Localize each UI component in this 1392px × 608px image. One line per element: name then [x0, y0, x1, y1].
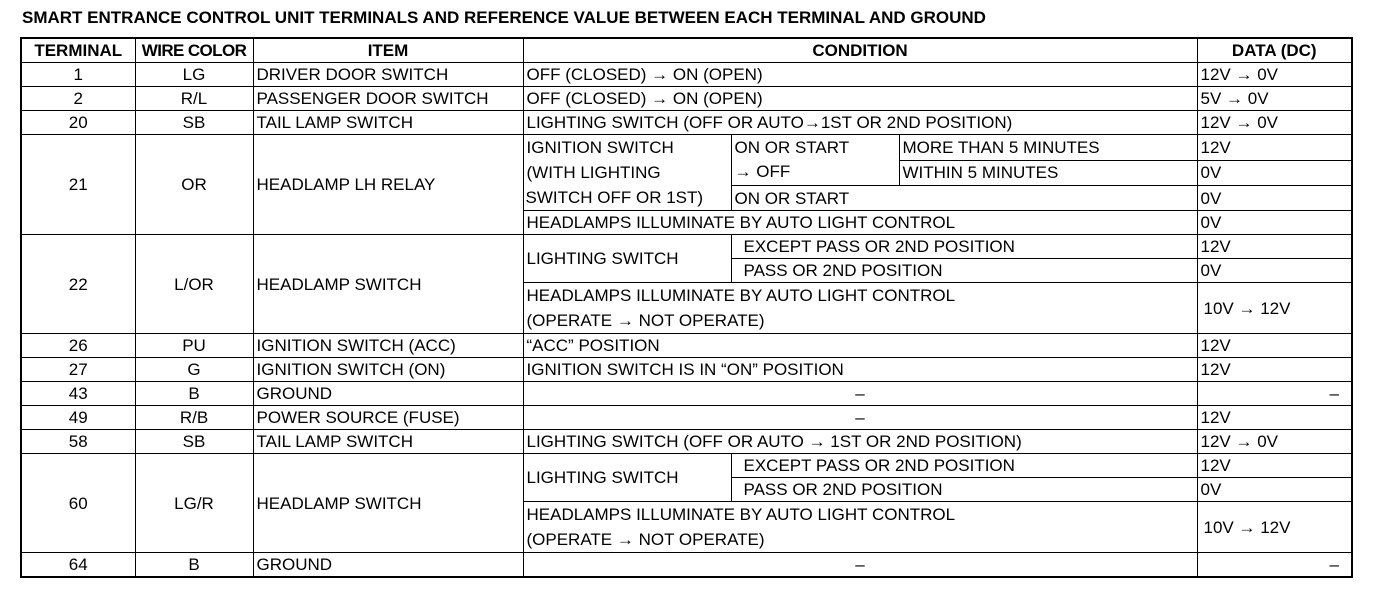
condition-cell: – [523, 382, 1197, 406]
terminal-cell: 1 [21, 63, 135, 87]
ignition-line-2: (WITH LIGHTING [526, 163, 661, 182]
terminal-cell: 60 [21, 454, 135, 553]
data-cell: 10V → 12V [1197, 502, 1352, 553]
table-title: SMART ENTRANCE CONTROL UNIT TERMINALS AND REFERENCE VALUE BETWEEN EACH TERMINAL AND GROUND [22, 8, 986, 27]
data-cell: 0V [1197, 259, 1352, 283]
wire-color-cell: OR [135, 135, 253, 235]
terminal-cell: 64 [21, 553, 135, 578]
table-row [21, 553, 1352, 578]
terminal-cell: 49 [21, 406, 135, 430]
item-cell: TAIL LAMP SWITCH [253, 111, 523, 135]
header-wire-color: WIRE COLOR [135, 38, 253, 63]
data-cell: 12V [1197, 454, 1352, 478]
wire-color-cell: SB [135, 111, 253, 135]
condition-cell: OFF (CLOSED) → ON (OPEN) [523, 87, 1197, 111]
terminal-table [20, 37, 1353, 578]
table-row [21, 135, 1352, 161]
wire-color-cell: G [135, 358, 253, 382]
auto-light-condition: HEADLAMPS ILLUMINATE BY AUTO LIGHT CONTROL [523, 211, 1197, 235]
auto-light-line-1: HEADLAMPS ILLUMINATE BY AUTO LIGHT CONTROL [526, 505, 956, 524]
header-terminal: TERMINAL [21, 38, 135, 63]
on-start-off-condition [731, 135, 899, 186]
except-pass-condition: EXCEPT PASS OR 2ND POSITION [731, 454, 1197, 478]
data-cell: 0V [1197, 160, 1352, 186]
table-row [21, 382, 1352, 406]
item-cell: IGNITION SWITCH (ACC) [253, 334, 523, 358]
header-data: DATA (DC) [1197, 38, 1352, 63]
table-row [21, 235, 1352, 259]
terminal-cell: 2 [21, 87, 135, 111]
condition-cell: LIGHTING SWITCH (OFF OR AUTO → 1ST OR 2ND POSITION) [523, 430, 1197, 454]
header-item: ITEM [253, 38, 523, 63]
item-cell: HEADLAMP LH RELAY [253, 135, 523, 235]
terminal-cell: 43 [21, 382, 135, 406]
auto-light-condition [523, 502, 1197, 553]
wire-color-cell: R/L [135, 87, 253, 111]
data-cell: 12V → 0V [1197, 111, 1352, 135]
wire-color-cell: LG/R [135, 454, 253, 553]
data-cell: 10V → 12V [1197, 283, 1352, 334]
data-cell: 0V [1197, 211, 1352, 235]
within-condition: WITHIN 5 MINUTES [899, 160, 1197, 186]
data-cell: 12V [1197, 334, 1352, 358]
table-row [21, 334, 1352, 358]
header-condition: CONDITION [523, 38, 1197, 63]
data-cell: 0V [1197, 478, 1352, 502]
data-cell: 5V → 0V [1197, 87, 1352, 111]
item-cell: GROUND [253, 382, 523, 406]
condition-cell: – [523, 406, 1197, 430]
table-row [21, 430, 1352, 454]
wire-color-cell: PU [135, 334, 253, 358]
table-row [21, 358, 1352, 382]
auto-light-line-2: (OPERATE → NOT OPERATE) [526, 530, 765, 549]
on-start-line-1: ON OR START [734, 138, 850, 157]
ignition-line-3: SWITCH OFF OR 1ST) [525, 188, 704, 207]
wire-color-cell: L/OR [135, 235, 253, 334]
item-cell: IGNITION SWITCH (ON) [253, 358, 523, 382]
header-row [21, 38, 1352, 63]
terminal-cell: 21 [21, 135, 135, 235]
data-cell: – [1197, 382, 1352, 406]
ignition-line-1: IGNITION SWITCH [526, 138, 674, 157]
condition-cell: LIGHTING SWITCH (OFF OR AUTO→1ST OR 2ND POSITION) [523, 111, 1197, 135]
data-cell: 0V [1197, 186, 1352, 211]
item-cell: POWER SOURCE (FUSE) [253, 406, 523, 430]
data-cell: 12V [1197, 235, 1352, 259]
pass-condition: PASS OR 2ND POSITION [731, 259, 1197, 283]
item-cell: DRIVER DOOR SWITCH [253, 63, 523, 87]
condition-cell: “ACC” POSITION [523, 334, 1197, 358]
table-row [21, 63, 1352, 87]
data-cell: 12V [1197, 358, 1352, 382]
terminal-cell: 26 [21, 334, 135, 358]
wire-color-cell: B [135, 382, 253, 406]
condition-cell: OFF (CLOSED) → ON (OPEN) [523, 63, 1197, 87]
terminal-cell: 58 [21, 430, 135, 454]
table-row [21, 406, 1352, 430]
wire-color-cell: R/B [135, 406, 253, 430]
table-row [21, 111, 1352, 135]
table-row [21, 87, 1352, 111]
data-cell: – [1197, 553, 1352, 578]
condition-cell: IGNITION SWITCH IS IN “ON” POSITION [523, 358, 1197, 382]
wire-color-cell: B [135, 553, 253, 578]
auto-light-condition [523, 283, 1197, 334]
item-cell: TAIL LAMP SWITCH [253, 430, 523, 454]
terminal-cell: 27 [21, 358, 135, 382]
item-cell: HEADLAMP SWITCH [253, 235, 523, 334]
lighting-switch-condition: LIGHTING SWITCH [523, 454, 731, 502]
data-cell: 12V → 0V [1197, 430, 1352, 454]
more-than-condition: MORE THAN 5 MINUTES [899, 135, 1197, 161]
ignition-switch-condition [523, 135, 731, 211]
data-cell: 12V [1197, 406, 1352, 430]
except-pass-condition: EXCEPT PASS OR 2ND POSITION [731, 235, 1197, 259]
on-start-condition: ON OR START [731, 186, 1197, 211]
on-start-line-2: → OFF [734, 162, 791, 181]
table-row [21, 454, 1352, 478]
wire-color-cell: LG [135, 63, 253, 87]
lighting-switch-condition: LIGHTING SWITCH [523, 235, 731, 283]
pass-condition: PASS OR 2ND POSITION [731, 478, 1197, 502]
condition-cell: – [523, 553, 1197, 578]
auto-light-line-1: HEADLAMPS ILLUMINATE BY AUTO LIGHT CONTROL [526, 286, 956, 305]
item-cell: PASSENGER DOOR SWITCH [253, 87, 523, 111]
data-cell: 12V [1197, 135, 1352, 161]
auto-light-line-2: (OPERATE → NOT OPERATE) [526, 311, 765, 330]
wire-color-cell: SB [135, 430, 253, 454]
item-cell: GROUND [253, 553, 523, 578]
data-cell: 12V → 0V [1197, 63, 1352, 87]
terminal-cell: 20 [21, 111, 135, 135]
terminal-cell: 22 [21, 235, 135, 334]
item-cell: HEADLAMP SWITCH [253, 454, 523, 553]
